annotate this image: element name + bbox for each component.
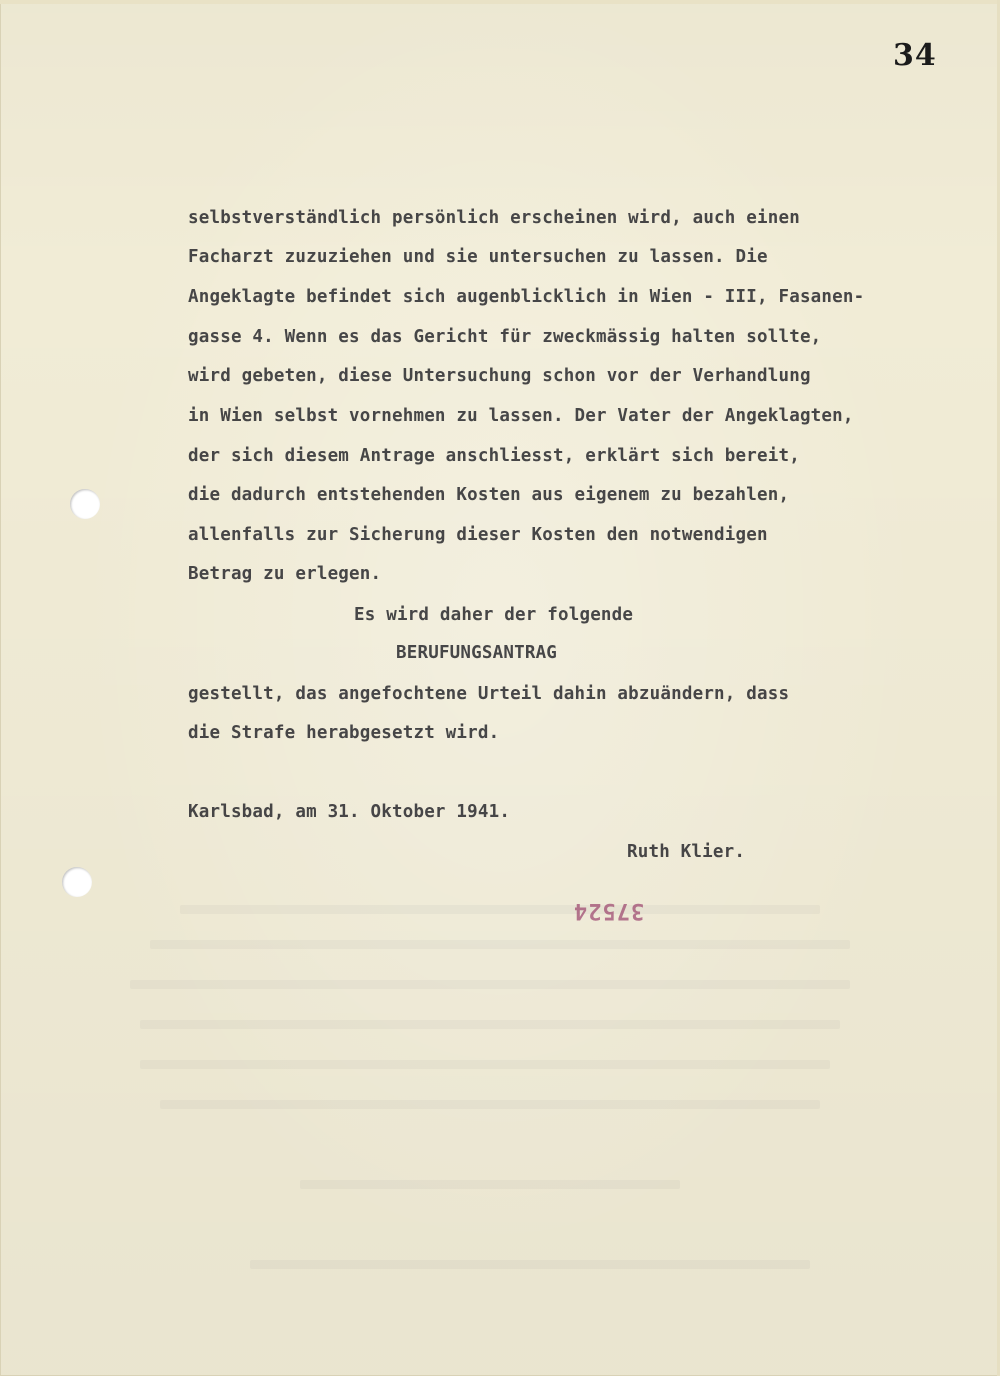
body-line: gasse 4. Wenn es das Gericht für zweckmässig halten sollte, (188, 327, 822, 347)
show-through-line (300, 1180, 680, 1189)
motion-heading: BERUFUNGSANTRAG (396, 643, 558, 663)
motion-intro: Es wird daher der folgende (354, 605, 634, 625)
motion-line: die Strafe herabgesetzt wird. (188, 723, 500, 743)
show-through-line (180, 905, 820, 914)
archive-stamp-number: 37524 (573, 898, 645, 923)
punch-hole (62, 867, 92, 897)
body-line: selbstverständlich persönlich erscheinen wird, auch einen (188, 208, 800, 228)
show-through-line (150, 940, 850, 949)
signature: Ruth Klier. (627, 842, 746, 862)
body-line: in Wien selbst vornehmen zu lassen. Der Vater der Angeklagten, (188, 406, 854, 426)
motion-line: gestellt, das angefochtene Urteil dahin abzuändern, dass (188, 684, 790, 704)
body-line: der sich diesem Antrage anschliesst, erklärt sich bereit, (188, 446, 800, 466)
body-line: Betrag zu erlegen. (188, 564, 382, 584)
show-through-line (140, 1020, 840, 1029)
body-line: Angeklagte befindet sich augenblicklich in Wien - III, Fasanen- (188, 287, 865, 307)
body-line: wird gebeten, diese Untersuchung schon vor der Verhandlung (188, 366, 811, 386)
paper-edge-top (0, 0, 1000, 4)
show-through-line (130, 980, 850, 989)
show-through-line (250, 1260, 810, 1269)
show-through-line (160, 1100, 820, 1109)
body-line: Facharzt zuzuziehen und sie untersuchen zu lassen. Die (188, 247, 768, 267)
page-number: 34 (893, 38, 937, 73)
place-date: Karlsbad, am 31. Oktober 1941. (188, 802, 511, 822)
show-through-line (140, 1060, 830, 1069)
body-line: allenfalls zur Sicherung dieser Kosten den notwendigen (188, 525, 768, 545)
body-line: die dadurch entstehenden Kosten aus eigenem zu bezahlen, (188, 485, 790, 505)
punch-hole (70, 489, 100, 519)
